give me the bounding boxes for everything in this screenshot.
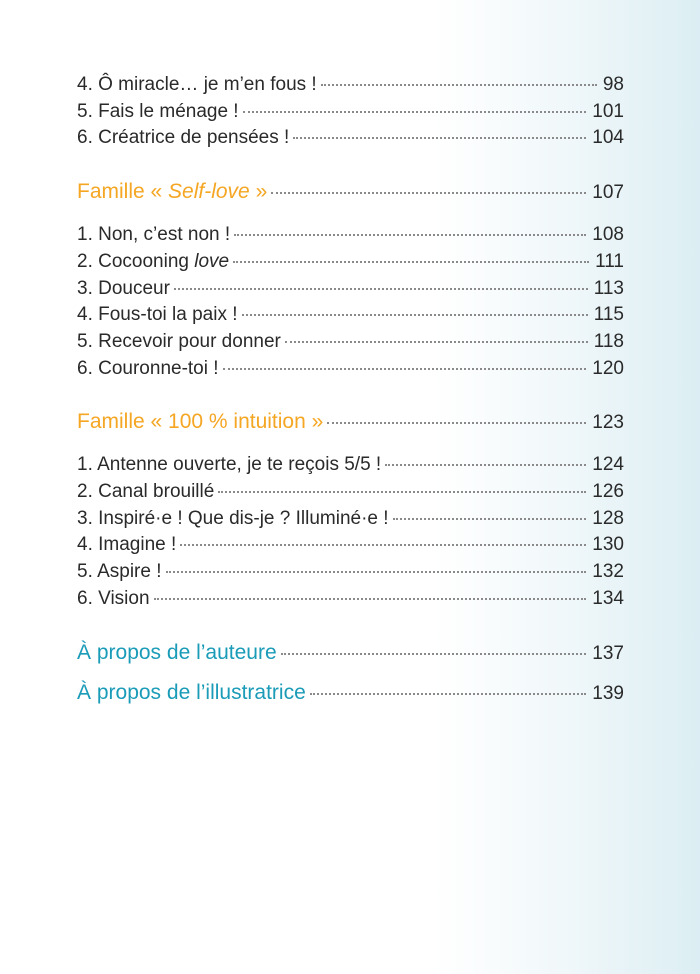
toc-entry-label: 3. Inspiré·e ! Que dis-je ? Illuminé·e ! [77,508,389,529]
toc-entry-page: 115 [593,304,624,325]
toc-entry-page: 118 [593,331,624,352]
dot-leader [281,653,587,655]
toc-entry-page: 126 [592,481,624,502]
toc-entry-label: 3. Douceur [77,278,170,299]
toc-entry[interactable] [77,561,624,585]
toc-entry-page: 124 [592,454,624,475]
toc-entry-label: 6. Créatrice de pensées ! [77,127,290,148]
dot-leader [233,261,589,263]
toc-entry[interactable] [77,278,624,302]
toc-section-heading-self-love[interactable] [77,180,624,208]
about-label: À propos de l’illustratrice [77,681,306,704]
toc-entry-page: 130 [592,534,624,555]
toc-entry[interactable] [77,304,624,328]
toc-entry-label: 5. Recevoir pour donner [77,331,281,352]
dot-leader [271,192,586,194]
section-heading-page: 107 [592,182,624,203]
toc-entry-label: 5. Aspire ! [77,561,162,582]
toc-entry-label: 2. Cocooning love [77,251,230,272]
toc-entry[interactable] [77,454,624,478]
toc-entry-page: 134 [592,588,624,609]
dot-leader [285,341,588,343]
section-heading-label: Famille « Self-love » [77,180,268,203]
toc-entry[interactable] [77,331,624,355]
toc-entry-label: 1. Antenne ouverte, je te reçois 5/5 ! [77,454,382,475]
toc-about-author[interactable] [77,641,624,669]
toc-section-heading-intuition[interactable] [77,410,624,438]
dot-leader [166,571,587,573]
toc-entry-label: 2. Canal brouillé [77,481,215,502]
toc-entry[interactable] [77,224,624,248]
section-heading-page: 123 [592,412,624,433]
toc-entry[interactable] [77,74,624,98]
toc-entry-page: 132 [592,561,624,582]
toc-entry-page: 128 [592,508,624,529]
toc-entry[interactable] [77,534,624,558]
dot-leader [310,693,587,695]
toc-about-illustrator[interactable] [77,681,624,709]
about-page: 137 [592,643,624,664]
toc-entry-page: 120 [592,358,624,379]
dot-leader [243,111,587,113]
dot-leader [393,518,587,520]
toc-entry[interactable] [77,358,624,382]
dot-leader [223,368,587,370]
toc-entry-page: 98 [602,74,624,95]
about-label: À propos de l’auteure [77,641,277,664]
toc-entry-label: 6. Vision [77,588,150,609]
toc-entry[interactable] [77,127,624,151]
toc-entry-page: 101 [592,101,624,122]
dot-leader [174,288,588,290]
dot-leader [321,84,597,86]
toc-entry[interactable] [77,508,624,532]
toc-entry-label: 6. Couronne-toi ! [77,358,219,379]
dot-leader [218,491,586,493]
toc-entry-label: 1. Non, c’est non ! [77,224,231,245]
toc-entry-page: 104 [592,127,624,148]
toc-entry-label: 5. Fais le ménage ! [77,101,239,122]
section-heading-label: Famille « 100 % intuition » [77,410,324,433]
toc-entry-label: 4. Fous-toi la paix ! [77,304,238,325]
toc-entry-label: 4. Ô miracle… je m’en fous ! [77,74,317,95]
toc-entry[interactable] [77,251,624,275]
about-page: 139 [592,683,624,704]
toc-entry-page: 113 [593,278,624,299]
toc-entry-label: 4. Imagine ! [77,534,177,555]
toc-entry-page: 111 [595,251,624,272]
toc-entry[interactable] [77,588,624,612]
dot-leader [385,464,586,466]
dot-leader [293,137,586,139]
dot-leader [327,422,586,424]
dot-leader [180,544,586,546]
toc-entry[interactable] [77,481,624,505]
toc-entry[interactable] [77,101,624,125]
dot-leader [234,234,586,236]
dot-leader [242,314,588,316]
dot-leader [154,598,587,600]
toc-entry-page: 108 [592,224,624,245]
